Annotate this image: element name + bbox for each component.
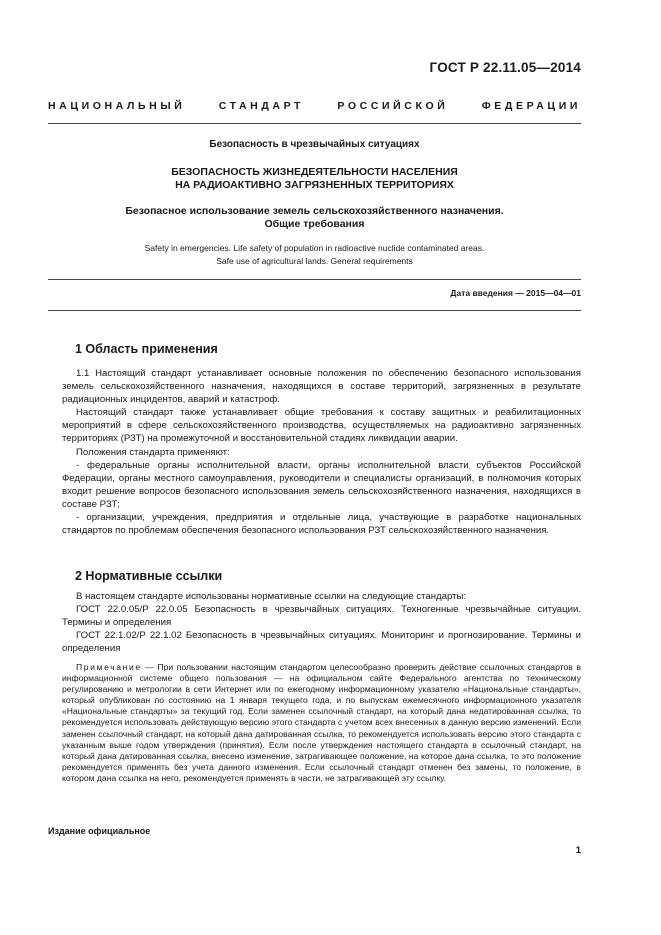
paragraph: Настоящий стандарт также устанавливает общие требования к составу защитных и реабилитационных мероприятий в сфере сельскохозяйственного производства, осуществляемых на радиоактивно загрязненных территориях (РЗТ) на промежуточной и восстановительной стадиях ликвидации аварии. [62, 407, 581, 445]
national-standard-banner: НАЦИОНАЛЬНЫЙ СТАНДАРТ РОССИЙСКОЙ ФЕДЕРАЦИИ [48, 100, 581, 112]
paragraph: - федеральные органы исполнительной власти, органы исполнительной власти субъектов Российской Федерации, органы местного самоуправления, руководители и специалисты организаций, в полномочия которых входит решение вопросов безопасного использования земель сельскохозяйственного назначения, находящихся в составе РЗТ; [62, 459, 581, 510]
standard-subtitle [48, 205, 581, 231]
section-2-body [62, 590, 581, 655]
paragraph: ГОСТ 22.1.02/Р 22.1.02 Безопасность в чрезвычайных ситуациях. Мониторинг и прогнозирование. Термины и определения [62, 630, 581, 655]
document-code: ГОСТ Р 22.11.05—2014 [429, 60, 581, 75]
note-paragraph [62, 662, 581, 784]
page-number: 1 [575, 845, 581, 856]
section-1-heading: 1 Область применения [75, 342, 218, 356]
section-2-heading: 2 Нормативные ссылки [75, 569, 223, 583]
paragraph: - организации, учреждения, предприятия и отдельные лица, участвующие в разработке национальных стандартов по проблемам обеспечения безопасного использования РЗТ сельскохозяйственного назначения. [62, 512, 581, 537]
date-divider [48, 310, 581, 311]
section-1-body [62, 367, 581, 537]
note-text: — При пользовании настоящим стандартом целесообразно проверить действие ссылочных стандартов в информационной системе общего пользования — на официальном сайте Федерального агентства по техническому регулированию и метрологии в сети Интернет или по ежегодному информационному указателю «Национальные стандарты», который опубликован по состоянию на 1 января текущего года, и по выпускам ежемесячного информационного указателя «Национальные стандарты» за текущий год. Если заменен ссылочный стандарт, на который дана недатированная ссылка, то рекомендуется использовать действующую версию этого стандарта с учетом всех внесенных в данную версию изменений. Если заменен ссылочный стандарт, на который дана датированная ссылка, то рекомендуется использовать версию этого стандарта с указанным выше годом утверждения (принятия). Если после утверждения настоящего стандарта в ссылочный стандарт, на который дана датированная ссылка, внесено изменение, затрагивающее положение, на которое дана ссылка, то это положение рекомендуется применять без учета данного изменения. Если ссылочный стандарт отменен без замены, то положение, в котором дана ссылка на него, рекомендуется применять в части, не затрагивающей эту ссылку. [62, 662, 581, 783]
subtitle-line-2: Общие требования [264, 218, 365, 230]
introduction-date: Дата введения — 2015—04—01 [450, 288, 581, 298]
paragraph: 1.1 Настоящий стандарт устанавливает основные положения по обеспечению безопасного использования земель сельскохозяйственного назначения, находящихся в составе территорий, загрязненных в результате радиационных инцидентов, аварий и катастроф. [62, 368, 581, 406]
english-title [48, 242, 581, 268]
subtitle-line-1: Безопасное использование земель сельскохозяйственного назначения. [125, 205, 504, 217]
note-label: Примечание [76, 662, 142, 672]
english-line-1: Safety in emergencies. Life safety of population in radioactive nuclide contaminated areas. [144, 243, 485, 253]
title-divider [48, 279, 581, 280]
paragraph: Положения стандарта применяют: [76, 446, 230, 458]
paragraph: В настоящем стандарте использованы нормативные ссылки на следующие стандарты: [76, 591, 467, 602]
standard-title [48, 166, 581, 192]
english-line-2: Safe use of agricultural lands. General requirements [216, 256, 413, 266]
paragraph: ГОСТ 22.0.05/Р 22.0.05 Безопасность в чрезвычайных ситуациях. Техногенные чрезвычайные ситуации. Термины и определения [62, 604, 581, 629]
standard-topic: Безопасность в чрезвычайных ситуациях [209, 139, 420, 150]
title-line-2: НА РАДИОАКТИВНО ЗАГРЯЗНЕННЫХ ТЕРРИТОРИЯХ [175, 179, 454, 191]
title-line-1: БЕЗОПАСНОСТЬ ЖИЗНЕДЕЯТЕЛЬНОСТИ НАСЕЛЕНИЯ [171, 166, 458, 178]
header-divider [48, 123, 581, 124]
references-note [62, 662, 581, 784]
official-edition-label: Издание официальное [48, 826, 151, 836]
